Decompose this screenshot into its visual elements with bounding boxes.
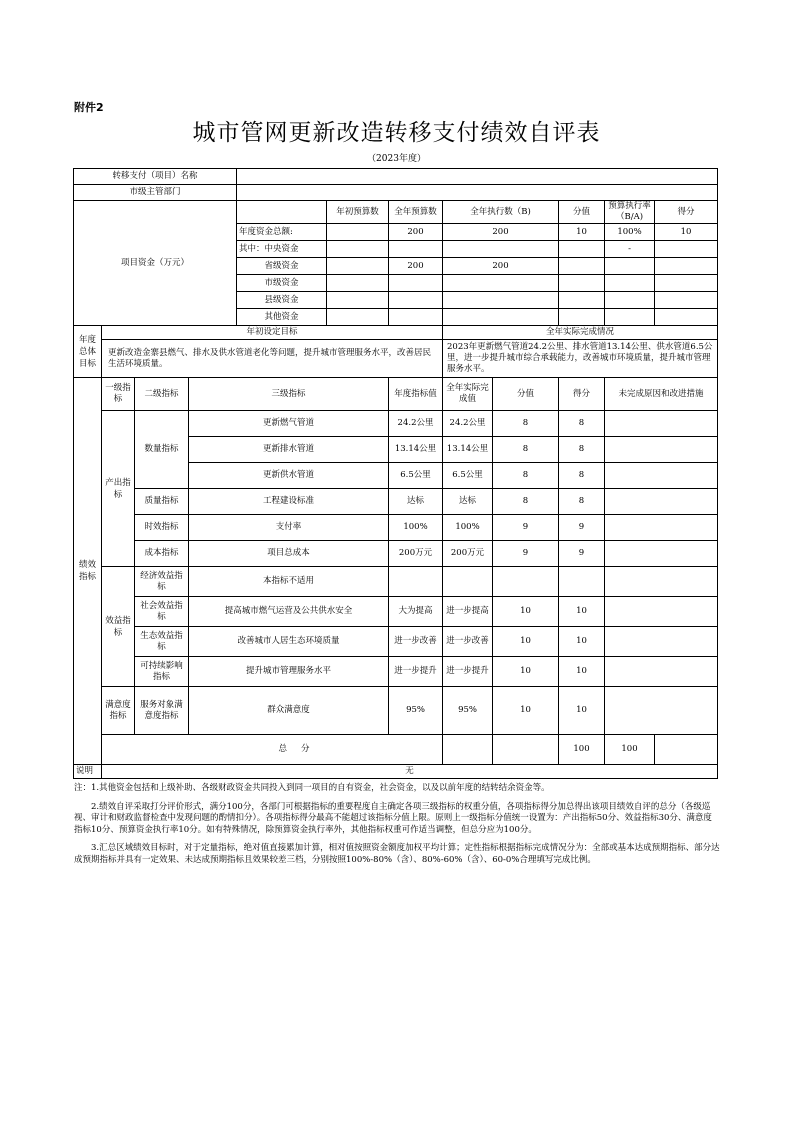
funds-cell [559,275,605,292]
funds-cell: 10 [559,224,605,241]
funds-row-label: 年度资金总额: [237,224,327,241]
indicator-score: 8 [559,411,605,437]
ind-header: 一级指标 [102,378,135,411]
funds-cell [443,241,559,258]
dept-value [237,185,718,201]
project-name-value [237,169,718,185]
benefit-group-label: 生态效益指标 [135,627,189,657]
total-score: 100 [605,735,655,765]
goals-actual: 2023年更新燃气管道24.2公里、排水管道13.14公里、供水管道6.5公里，进一步提升城市综合承载能力，改善城市环境质量，提升城市管理服务水平。 [443,340,718,378]
funds-cell [327,258,389,275]
note-3: 3.汇总区域绩效目标时，对于定量指标，绝对值直接累加计算，相对值按照资金额度加权平均计算；定性指标根据指标完成情况分为：全部或基本达成预期指标、部分达成预期指标并具有一定效果、未达成预期指标且效果较差三档，分别按照100%-80%（含）、80%-60%（含）、60-0%合理填写完成比例。 [74,843,720,865]
goals-initial-header: 年初设定目标 [102,326,443,340]
indicator-score: 9 [559,515,605,541]
funds-cell: 200 [443,258,559,275]
indicator-actual: 6.5公里 [443,463,493,489]
indicator-item: 更新供水管道 [189,463,389,489]
indicator-reason [605,489,718,515]
indicators-label: 绩效指标 [74,378,102,765]
indicator-value: 10 [493,657,559,687]
indicator-actual: 进一步改善 [443,627,493,657]
total-label: 总分 [102,735,443,765]
indicator-item: 提高城市燃气运营及公共供水安全 [189,597,389,627]
indicator-value: 9 [493,515,559,541]
ind-header: 全年实际完成值 [443,378,493,411]
ind-header: 三级指标 [189,378,389,411]
satisfaction-indicator-label: 满意度指标 [102,687,135,735]
funds-cell [327,309,389,326]
funds-corner [237,201,327,224]
output-indicator-label: 产出指标 [102,411,135,567]
funds-col-header: 得分 [655,201,718,224]
indicator-item: 更新排水管道 [189,437,389,463]
indicator-reason [605,657,718,687]
funds-cell [327,292,389,309]
indicator-item: 项目总成本 [189,541,389,567]
funds-cell [655,309,718,326]
funds-cell [389,275,443,292]
indicator-value: 8 [493,489,559,515]
funds-cell [655,258,718,275]
indicator-actual: 进一步提升 [443,657,493,687]
indicator-actual: 95% [443,687,493,735]
timeliness-indicator-label: 时效指标 [135,515,189,541]
indicator-item: 改善城市人居生态环境质量 [189,627,389,657]
remark-label: 说明 [74,765,102,779]
indicator-value: 10 [493,687,559,735]
funds-cell [655,275,718,292]
indicator-reason [605,541,718,567]
indicator-reason [605,437,718,463]
indicator-target: 进一步改善 [389,627,443,657]
indicator-reason [605,597,718,627]
ind-header: 年度指标值 [389,378,443,411]
indicator-target: 24.2公里 [389,411,443,437]
indicator-actual [443,567,493,597]
funds-row-label: 县级资金 [237,292,327,309]
attachment-label: 附件2 [74,101,104,114]
indicator-score: 9 [559,541,605,567]
indicator-item: 更新燃气管道 [189,411,389,437]
indicator-value: 8 [493,437,559,463]
indicator-actual: 24.2公里 [443,411,493,437]
funds-cell [605,309,655,326]
indicator-item: 群众满意度 [189,687,389,735]
benefit-indicator-label: 效益指标 [102,567,135,687]
indicator-target: 13.14公里 [389,437,443,463]
total-actual [493,735,559,765]
indicator-target: 大为提高 [389,597,443,627]
indicator-score: 8 [559,437,605,463]
funds-row-label: 市级资金 [237,275,327,292]
funds-row-label: 其中：中央资金 [237,241,327,258]
indicator-target [389,567,443,597]
indicator-actual: 达标 [443,489,493,515]
dept-label: 市级主管部门 [74,185,237,201]
ind-header: 二级指标 [135,378,189,411]
funds-cell: 200 [443,224,559,241]
funds-col-header: 预算执行率（B/A) [605,201,655,224]
funds-cell: 10 [655,224,718,241]
indicator-actual: 200万元 [443,541,493,567]
indicator-reason [605,463,718,489]
indicator-actual: 13.14公里 [443,437,493,463]
funds-cell [389,292,443,309]
funds-cell [559,258,605,275]
indicator-score: 10 [559,597,605,627]
funds-cell [559,292,605,309]
indicator-item: 支付率 [189,515,389,541]
ind-header: 得分 [559,378,605,411]
indicator-target: 6.5公里 [389,463,443,489]
indicator-score [559,567,605,597]
indicator-value: 8 [493,411,559,437]
total-target [443,735,493,765]
indicator-value: 9 [493,541,559,567]
note-1: 注：1.其他资金包括和上级补助、各级财政资金共同投入到同一项目的自有资金，社会资金，以及以前年度的结转结余资金等。 [74,783,550,793]
funds-cell: 200 [389,258,443,275]
indicator-item: 提升城市管理服务水平 [189,657,389,687]
benefit-group-label: 社会效益指标 [135,597,189,627]
funds-cell [655,241,718,258]
funds-col-header: 全年预算数 [389,201,443,224]
quantity-indicator-label: 数量指标 [135,411,189,489]
benefit-group-label: 可持续影响指标 [135,657,189,687]
indicator-reason [605,567,718,597]
indicator-value: 10 [493,597,559,627]
funds-cell [605,275,655,292]
total-reason [655,735,718,765]
indicator-score: 10 [559,627,605,657]
goals-initial: 更新改造金寨县燃气、排水及供水管道老化等问题，提升城市管理服务水平，改善居民生活环境质量。 [102,340,443,378]
funds-cell [327,275,389,292]
funds-row-label: 省级资金 [237,258,327,275]
indicator-actual: 进一步提高 [443,597,493,627]
indicator-score: 10 [559,657,605,687]
indicator-target: 100% [389,515,443,541]
funds-cell [443,275,559,292]
performance-table [73,168,718,779]
indicator-score: 8 [559,489,605,515]
remark-value: 无 [102,765,718,779]
indicator-value [493,567,559,597]
funds-row-label: 其他资金 [237,309,327,326]
indicator-reason [605,411,718,437]
funds-cell: 100% [605,224,655,241]
indicator-item: 工程建设标准 [189,489,389,515]
funds-label: 项目资金（万元） [74,201,237,326]
cost-indicator-label: 成本指标 [135,541,189,567]
indicator-score: 8 [559,463,605,489]
funds-cell [443,309,559,326]
indicator-reason [605,515,718,541]
indicator-reason [605,627,718,657]
total-value: 100 [559,735,605,765]
notes [74,783,720,873]
indicator-actual: 100% [443,515,493,541]
quality-indicator-label: 质量指标 [135,489,189,515]
funds-col-header: 年初预算数 [327,201,389,224]
indicator-score: 10 [559,687,605,735]
goals-actual-header: 全年实际完成情况 [443,326,718,340]
benefit-group-label: 经济效益指标 [135,567,189,597]
project-name-label: 转移支付（项目）名称 [74,169,237,185]
funds-col-header: 分值 [559,201,605,224]
indicator-reason [605,687,718,735]
funds-cell [605,292,655,309]
funds-cell [443,292,559,309]
funds-cell [559,241,605,258]
note-2: 2.绩效自评采取打分评价形式，满分100分，各部门可根据指标的重要程度自主确定各项三级指标的权重分值，各项指标得分加总得出该项目绩效自评的总分（各级巡视、审计和财政监督检查中发现问题的酌情扣分）。各项指标得分最高不能超过该指标分值上限。原则上一级指标分值统一设置为：产出指标50分、效益指标30分、满意度指标10分、预算资金执行率10分。如有特殊情况，除预算资金执行率外，其他指标权重可作适当调整，但总分应为100分。 [74,801,712,835]
funds-cell [559,309,605,326]
funds-cell: - [605,241,655,258]
goals-label: 年度总体目标 [74,326,102,378]
year-subtitle: （2023年度） [367,154,426,164]
indicator-target: 进一步提升 [389,657,443,687]
indicator-value: 8 [493,463,559,489]
ind-header: 未完成原因和改进措施 [605,378,718,411]
indicator-item: 本指标不适用 [189,567,389,597]
indicator-value: 10 [493,627,559,657]
funds-cell: 200 [389,224,443,241]
funds-cell [389,309,443,326]
indicator-target: 95% [389,687,443,735]
funds-cell [327,241,389,258]
funds-cell [655,292,718,309]
page-title: 城市管网更新改造转移支付绩效自评表 [192,120,601,146]
indicator-target: 达标 [389,489,443,515]
indicator-target: 200万元 [389,541,443,567]
funds-cell [327,224,389,241]
satisfaction-group-label: 服务对象满意度指标 [135,687,189,735]
funds-cell [605,258,655,275]
funds-cell [389,241,443,258]
ind-header: 分值 [493,378,559,411]
funds-col-header: 全年执行数（B) [443,201,559,224]
